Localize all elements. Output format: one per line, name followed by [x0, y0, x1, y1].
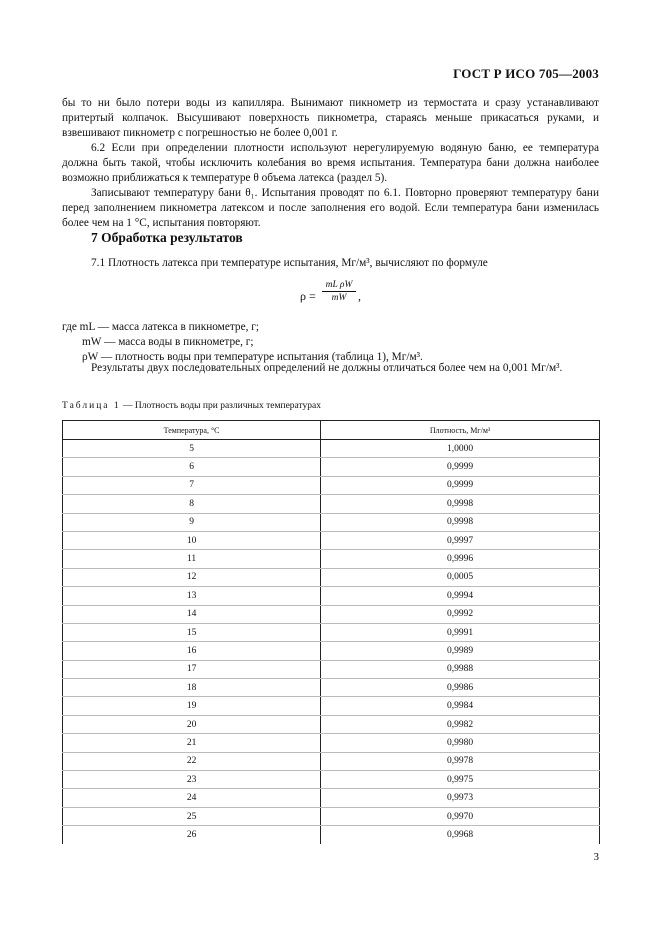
table-caption-label: Таблица 1	[62, 401, 121, 411]
temperature-cell: 15	[63, 623, 321, 641]
paragraph-continuation: бы то ни было потери воды из капилляра. Вынимают пикнометр из термостата и сразу устанавливают притертый колпачок. Высушивают поверхность пикнометра, стараясь меньше прикасаться руками, и взвешивают пикнометр с погрешностью не более 0,001 г.	[62, 97, 599, 139]
density-cell: 0,9999	[321, 458, 600, 476]
table-row	[63, 697, 600, 715]
legend-ml: где mL — масса латекса в пикнометре, г;	[62, 321, 260, 333]
density-cell: 0,9978	[321, 752, 600, 770]
temperature-cell: 13	[63, 587, 321, 605]
document-header: ГОСТ Р ИСО 705—2003	[453, 66, 599, 81]
table-row	[63, 660, 600, 678]
density-cell: 0,9984	[321, 697, 600, 715]
temperature-cell: 9	[63, 513, 321, 531]
density-cell: 0,9970	[321, 807, 600, 825]
header-temperature: Температура, °С	[63, 421, 321, 440]
table-row	[63, 734, 600, 752]
results-paragraph: Результаты двух последовательных определений не должны отличаться более чем на 0,001 Мг/м³.	[91, 362, 563, 374]
table-header-row	[63, 421, 600, 440]
density-cell: 0,9997	[321, 531, 600, 549]
density-cell: 0,9999	[321, 476, 600, 494]
table-row	[63, 531, 600, 549]
density-cell: 0,9982	[321, 715, 600, 733]
formula-comma: ,	[358, 289, 361, 303]
table-row	[63, 550, 600, 568]
table-row	[63, 715, 600, 733]
table-row	[63, 568, 600, 586]
density-cell: 0,9973	[321, 789, 600, 807]
paragraph-7-1: 7.1 Плотность латекса при температуре испытания, Мг/м³, вычисляют по формуле	[91, 257, 488, 269]
density-cell: 0,9998	[321, 495, 600, 513]
legend-mw: mW — масса воды в пикнометре, г;	[82, 336, 254, 348]
density-cell: 0,9980	[321, 734, 600, 752]
density-cell: 0,9991	[321, 623, 600, 641]
temperature-cell: 18	[63, 679, 321, 697]
density-cell: 0,0005	[321, 568, 600, 586]
density-cell: 0,9998	[321, 513, 600, 531]
water-density-table	[62, 420, 600, 844]
paragraph-6-2: 6.2 Если при определении плотности используют нерегулируемую водяную баню, ее температура должна быть такой, чтобы исключить колебания во время испытания. Температура бани должна наиболее возможно приближаться к температуре θ объема латекса (раздел 5).	[62, 142, 599, 184]
density-cell: 0,9975	[321, 771, 600, 789]
temperature-cell: 25	[63, 807, 321, 825]
temperature-cell: 6	[63, 458, 321, 476]
table-row	[63, 679, 600, 697]
table-row	[63, 752, 600, 770]
temperature-cell: 17	[63, 660, 321, 678]
temperature-cell: 10	[63, 531, 321, 549]
temperature-cell: 12	[63, 568, 321, 586]
legend-rho-w: ρW — плотность воды при температуре испытания (таблица 1), Мг/м³.	[82, 351, 423, 363]
table-body	[63, 440, 600, 844]
density-cell: 0,9986	[321, 679, 600, 697]
temperature-cell: 8	[63, 495, 321, 513]
paragraph-bath-temperature: Записывают температуру бани θ₁. Испытания проводят по 6.1. Повторно проверяют температуру бани перед заполнением пикнометра латексом и после заполнения его водой. Если температура бани изменилась более чем на 1 °С, испытания повторяют.	[62, 187, 599, 229]
temperature-cell: 26	[63, 826, 321, 844]
table-row	[63, 513, 600, 531]
table-caption-text: — Плотность воды при различных температурах	[120, 401, 322, 411]
density-cell: 0,9994	[321, 587, 600, 605]
table-row	[63, 642, 600, 660]
temperature-cell: 14	[63, 605, 321, 623]
table-row	[63, 605, 600, 623]
formula-lhs: ρ =	[300, 289, 316, 303]
temperature-cell: 21	[63, 734, 321, 752]
density-cell: 0,9992	[321, 605, 600, 623]
formula-numerator: mL ρW	[325, 280, 353, 290]
body-text	[62, 96, 599, 231]
table-row	[63, 458, 600, 476]
density-cell: 0,9968	[321, 826, 600, 844]
results-paragraph-block	[62, 361, 599, 376]
header-density: Плотность, Мг/м³	[321, 421, 600, 440]
table-row	[63, 440, 600, 458]
density-cell: 0,9989	[321, 642, 600, 660]
table-row	[63, 495, 600, 513]
formula-fraction	[322, 280, 356, 303]
temperature-cell: 20	[63, 715, 321, 733]
temperature-cell: 19	[63, 697, 321, 715]
density-cell: 0,9996	[321, 550, 600, 568]
temperature-cell: 23	[63, 771, 321, 789]
temperature-cell: 7	[63, 476, 321, 494]
section-title: 7 Обработка результатов	[91, 230, 243, 245]
table-row	[63, 826, 600, 844]
table-row	[63, 807, 600, 825]
temperature-cell: 22	[63, 752, 321, 770]
density-cell: 1,0000	[321, 440, 600, 458]
temperature-cell: 11	[63, 550, 321, 568]
table-row	[63, 789, 600, 807]
formula-denominator: mW	[331, 293, 347, 303]
temperature-cell: 24	[63, 789, 321, 807]
table-row	[63, 476, 600, 494]
density-cell: 0,9988	[321, 660, 600, 678]
formula-legend	[62, 320, 599, 365]
fraction-bar	[322, 291, 356, 292]
table-caption	[62, 401, 321, 411]
table-row	[63, 771, 600, 789]
page-number: 3	[593, 851, 599, 863]
table-row	[63, 623, 600, 641]
table-row	[63, 587, 600, 605]
temperature-cell: 16	[63, 642, 321, 660]
temperature-cell: 5	[63, 440, 321, 458]
